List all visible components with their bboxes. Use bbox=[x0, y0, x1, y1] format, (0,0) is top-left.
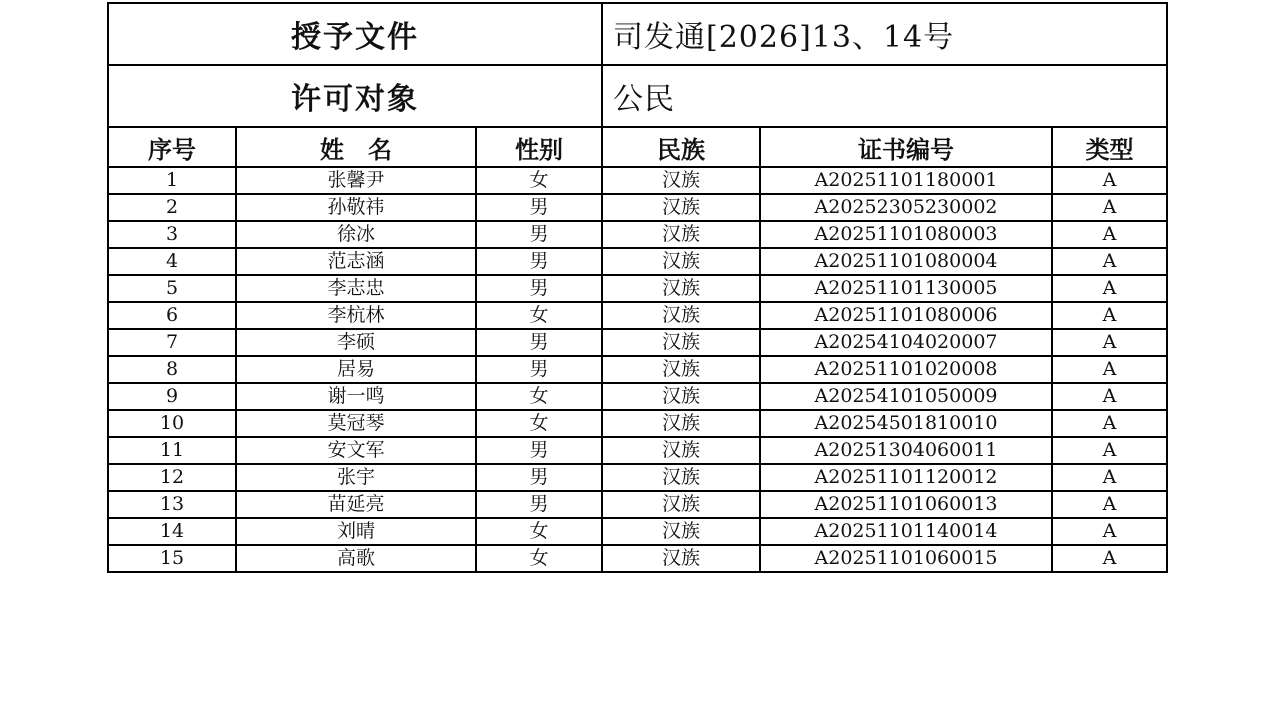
header-gender: 性别 bbox=[476, 127, 602, 167]
cell-gender: 男 bbox=[476, 221, 602, 248]
cell-serial: 12 bbox=[108, 464, 236, 491]
cell-type: A bbox=[1052, 248, 1167, 275]
cell-type: A bbox=[1052, 545, 1167, 572]
cell-gender: 女 bbox=[476, 383, 602, 410]
cell-gender: 女 bbox=[476, 518, 602, 545]
cell-certificate-number: A20251101060015 bbox=[760, 545, 1052, 572]
table-row bbox=[108, 167, 1167, 194]
cell-type: A bbox=[1052, 383, 1167, 410]
cell-serial: 14 bbox=[108, 518, 236, 545]
cell-ethnicity: 汉族 bbox=[602, 545, 760, 572]
cell-name: 张馨尹 bbox=[236, 167, 476, 194]
header-type: 类型 bbox=[1052, 127, 1167, 167]
column-header-row bbox=[108, 127, 1167, 167]
cell-gender: 男 bbox=[476, 464, 602, 491]
table-body bbox=[108, 3, 1167, 572]
cell-certificate-number: A20251304060011 bbox=[760, 437, 1052, 464]
header-certificate-number: 证书编号 bbox=[760, 127, 1052, 167]
table-row bbox=[108, 329, 1167, 356]
cell-type: A bbox=[1052, 194, 1167, 221]
cell-type: A bbox=[1052, 221, 1167, 248]
cell-name: 徐冰 bbox=[236, 221, 476, 248]
table-row bbox=[108, 356, 1167, 383]
cell-gender: 男 bbox=[476, 491, 602, 518]
cell-type: A bbox=[1052, 491, 1167, 518]
table-row bbox=[108, 518, 1167, 545]
cell-serial: 9 bbox=[108, 383, 236, 410]
cell-ethnicity: 汉族 bbox=[602, 383, 760, 410]
cell-serial: 7 bbox=[108, 329, 236, 356]
header-serial: 序号 bbox=[108, 127, 236, 167]
table-row bbox=[108, 491, 1167, 518]
cell-type: A bbox=[1052, 437, 1167, 464]
cell-serial: 15 bbox=[108, 545, 236, 572]
table-row bbox=[108, 383, 1167, 410]
grant-document-row bbox=[108, 3, 1167, 65]
cell-serial: 8 bbox=[108, 356, 236, 383]
cell-serial: 1 bbox=[108, 167, 236, 194]
cell-ethnicity: 汉族 bbox=[602, 518, 760, 545]
cell-serial: 11 bbox=[108, 437, 236, 464]
cell-type: A bbox=[1052, 167, 1167, 194]
cell-serial: 2 bbox=[108, 194, 236, 221]
cell-serial: 3 bbox=[108, 221, 236, 248]
license-subject-value: 公民 bbox=[602, 65, 1167, 127]
cell-name: 谢一鸣 bbox=[236, 383, 476, 410]
table-row bbox=[108, 437, 1167, 464]
cell-name: 范志涵 bbox=[236, 248, 476, 275]
cell-certificate-number: A20254104020007 bbox=[760, 329, 1052, 356]
cell-name: 高歌 bbox=[236, 545, 476, 572]
cell-certificate-number: A20251101080006 bbox=[760, 302, 1052, 329]
cell-ethnicity: 汉族 bbox=[602, 167, 760, 194]
license-subject-label: 许可对象 bbox=[108, 65, 602, 127]
cell-ethnicity: 汉族 bbox=[602, 302, 760, 329]
cell-type: A bbox=[1052, 518, 1167, 545]
cell-ethnicity: 汉族 bbox=[602, 491, 760, 518]
cell-name: 张宇 bbox=[236, 464, 476, 491]
cell-gender: 男 bbox=[476, 437, 602, 464]
cell-name: 安文军 bbox=[236, 437, 476, 464]
cell-certificate-number: A20251101080004 bbox=[760, 248, 1052, 275]
cell-gender: 男 bbox=[476, 329, 602, 356]
table-row bbox=[108, 248, 1167, 275]
cell-name: 李杭林 bbox=[236, 302, 476, 329]
cell-gender: 男 bbox=[476, 356, 602, 383]
cell-certificate-number: A20252305230002 bbox=[760, 194, 1052, 221]
cell-serial: 6 bbox=[108, 302, 236, 329]
cell-name: 莫冠琴 bbox=[236, 410, 476, 437]
cell-certificate-number: A20254501810010 bbox=[760, 410, 1052, 437]
table-row bbox=[108, 545, 1167, 572]
cell-name: 刘晴 bbox=[236, 518, 476, 545]
cell-name: 孙敬祎 bbox=[236, 194, 476, 221]
cell-serial: 5 bbox=[108, 275, 236, 302]
cell-name: 李志忠 bbox=[236, 275, 476, 302]
cell-type: A bbox=[1052, 464, 1167, 491]
cell-ethnicity: 汉族 bbox=[602, 437, 760, 464]
cell-ethnicity: 汉族 bbox=[602, 221, 760, 248]
cell-serial: 4 bbox=[108, 248, 236, 275]
cell-gender: 女 bbox=[476, 302, 602, 329]
cell-certificate-number: A20251101060013 bbox=[760, 491, 1052, 518]
cell-name: 苗延亮 bbox=[236, 491, 476, 518]
cell-certificate-number: A20251101180001 bbox=[760, 167, 1052, 194]
cell-ethnicity: 汉族 bbox=[602, 329, 760, 356]
cell-ethnicity: 汉族 bbox=[602, 194, 760, 221]
cell-certificate-number: A20251101080003 bbox=[760, 221, 1052, 248]
header-name: 姓 名 bbox=[236, 127, 476, 167]
cell-serial: 13 bbox=[108, 491, 236, 518]
cell-gender: 男 bbox=[476, 275, 602, 302]
cell-gender: 女 bbox=[476, 167, 602, 194]
cell-ethnicity: 汉族 bbox=[602, 275, 760, 302]
cell-ethnicity: 汉族 bbox=[602, 248, 760, 275]
cell-certificate-number: A20251101140014 bbox=[760, 518, 1052, 545]
cell-certificate-number: A20254101050009 bbox=[760, 383, 1052, 410]
cell-certificate-number: A20251101020008 bbox=[760, 356, 1052, 383]
cell-type: A bbox=[1052, 410, 1167, 437]
table-row bbox=[108, 464, 1167, 491]
grant-document-label: 授予文件 bbox=[108, 3, 602, 65]
cell-gender: 女 bbox=[476, 410, 602, 437]
cell-serial: 10 bbox=[108, 410, 236, 437]
cell-name: 居易 bbox=[236, 356, 476, 383]
cell-ethnicity: 汉族 bbox=[602, 464, 760, 491]
cell-gender: 男 bbox=[476, 194, 602, 221]
license-table bbox=[107, 2, 1168, 573]
cell-name: 李硕 bbox=[236, 329, 476, 356]
header-ethnicity: 民族 bbox=[602, 127, 760, 167]
cell-type: A bbox=[1052, 329, 1167, 356]
license-subject-row bbox=[108, 65, 1167, 127]
table-row bbox=[108, 302, 1167, 329]
grant-document-value: 司发通[2026]13、14号 bbox=[602, 3, 1167, 65]
cell-type: A bbox=[1052, 275, 1167, 302]
table-row bbox=[108, 194, 1167, 221]
cell-gender: 男 bbox=[476, 248, 602, 275]
cell-ethnicity: 汉族 bbox=[602, 356, 760, 383]
cell-ethnicity: 汉族 bbox=[602, 410, 760, 437]
table-row bbox=[108, 410, 1167, 437]
table-row bbox=[108, 275, 1167, 302]
cell-type: A bbox=[1052, 356, 1167, 383]
cell-gender: 女 bbox=[476, 545, 602, 572]
cell-type: A bbox=[1052, 302, 1167, 329]
cell-certificate-number: A20251101120012 bbox=[760, 464, 1052, 491]
cell-certificate-number: A20251101130005 bbox=[760, 275, 1052, 302]
table-row bbox=[108, 221, 1167, 248]
